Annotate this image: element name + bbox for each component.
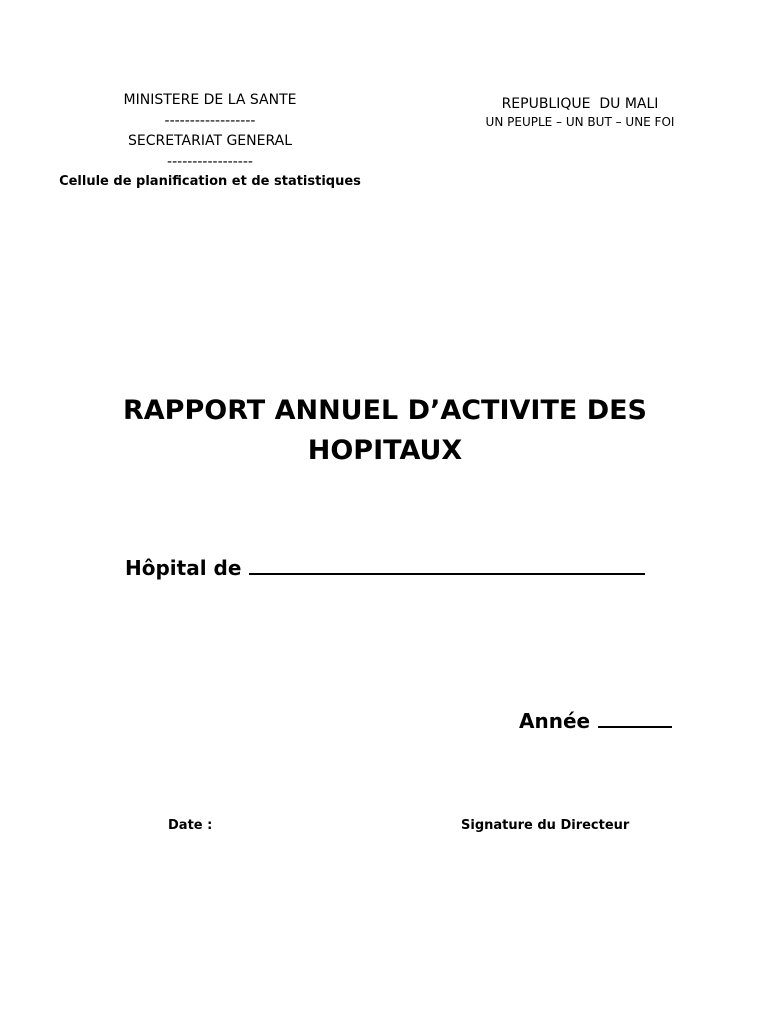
ministry-name: MINISTERE DE LA SANTE (123, 92, 297, 108)
title-line-1: RAPPORT ANNUEL D’ACTIVITE DES (122, 395, 648, 426)
hospital-field (125, 553, 645, 580)
republic-name: REPUBLIQUE DU MALI (501, 96, 659, 112)
ministry-header (40, 90, 380, 193)
year-label: Année (519, 709, 591, 733)
title-line-2: HOPITAUX (307, 435, 463, 466)
hospital-blank-line (249, 553, 645, 575)
cell-name: Cellule de planification et de statistiques (59, 174, 361, 189)
year-field (519, 706, 672, 733)
secretariat-name: SECRETARIAT GENERAL (127, 133, 293, 149)
header-separator: ------------------ (164, 112, 256, 129)
year-blank-line (598, 706, 672, 728)
header-separator: ----------------- (167, 153, 253, 170)
signature-label: Signature du Directeur (461, 818, 630, 833)
hospital-label: Hôpital de (125, 556, 242, 580)
republic-header (460, 94, 700, 130)
republic-motto: UN PEUPLE – UN BUT – UNE FOI (485, 115, 675, 129)
date-label: Date : (168, 818, 213, 833)
document-title (60, 391, 710, 471)
